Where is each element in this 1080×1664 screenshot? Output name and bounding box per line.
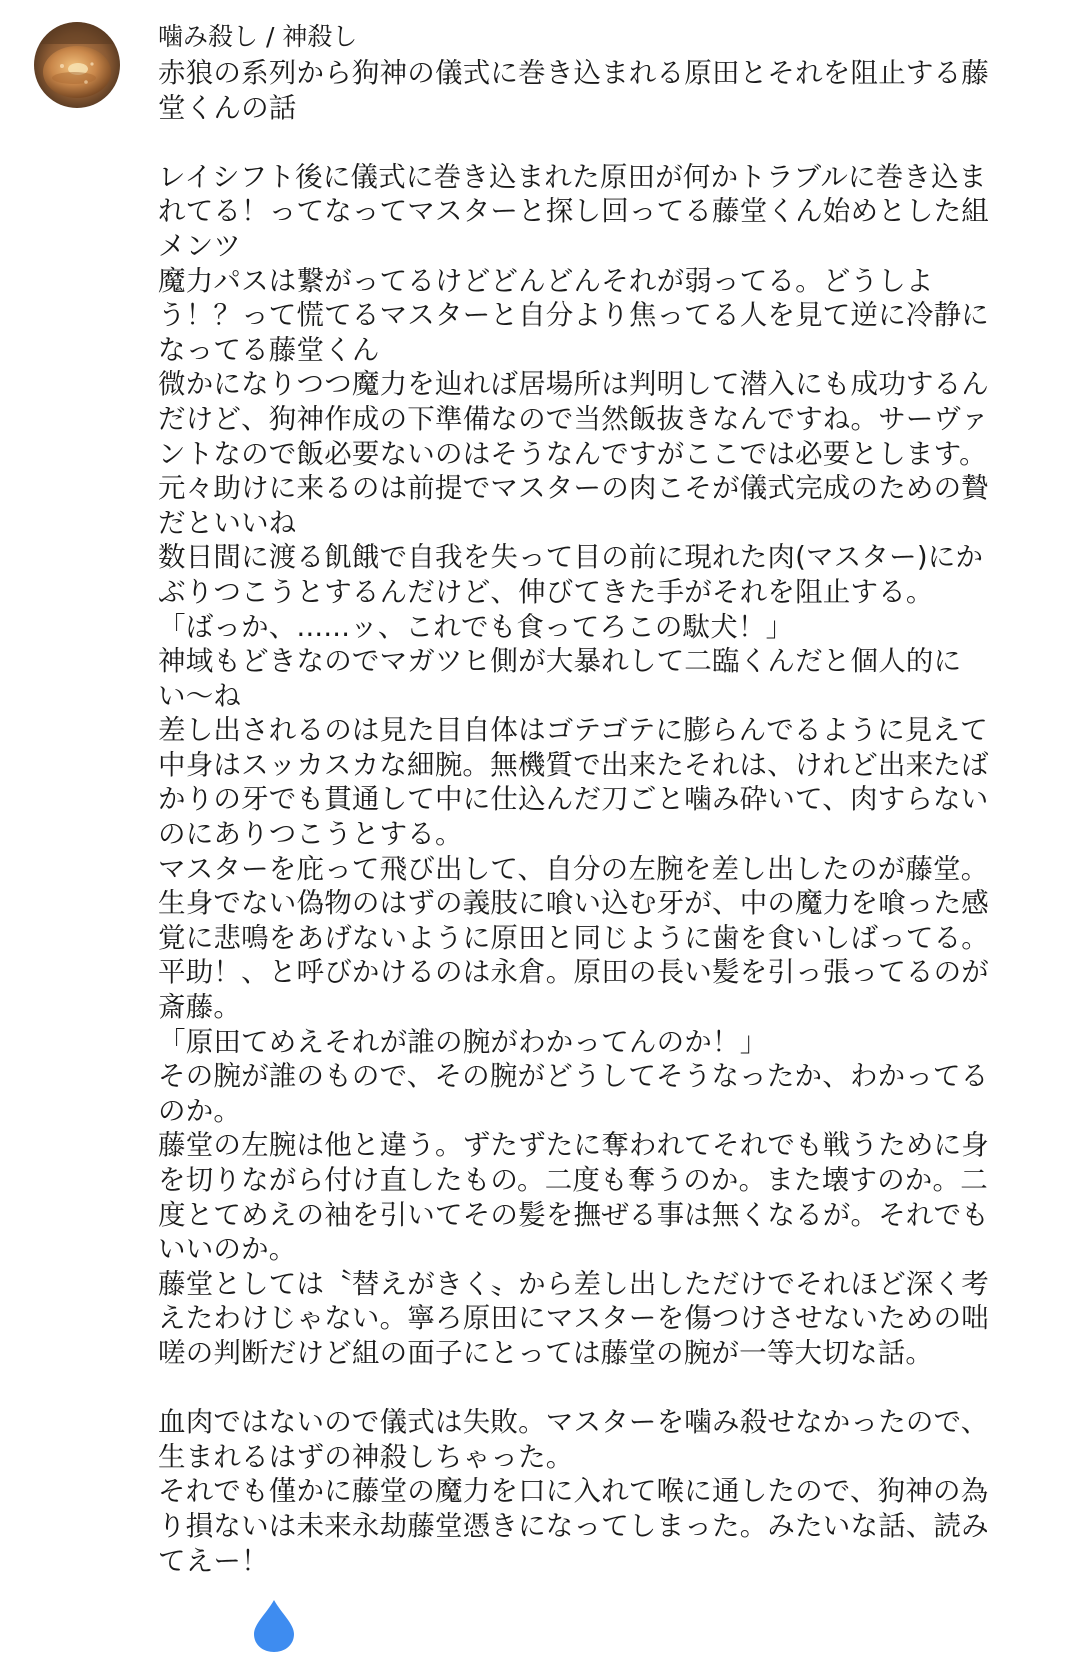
post-text-line: 覚に悲鳴をあげないように原田と同じように歯を食いしばってる。 [158,921,989,954]
post-text-line: 平助！、と呼びかけるのは永倉。原田の長い髪を引っ張ってるのが [158,956,989,989]
post-text-line: ぶりつこうとするんだけど、伸びてきた手がそれを阻止する。 [158,575,934,608]
post-text-line: 中身はスッカスカな細腕。無機質で出来たそれは、けれど出来たば [158,748,989,781]
post-text-line: その腕が誰のもので、その腕がどうしてそうなったか、わかってる [158,1060,989,1093]
post-text-line: 赤狼の系列から狗神の儀式に巻き込まれる原田とそれを阻止する藤 [158,57,989,89]
post-text-line [158,1371,1038,1406]
post-text-line: れてる！ってなってマスターと探し回ってる藤堂くん始めとした組 [158,195,989,228]
water-drop-icon [252,1598,296,1654]
post-text-line: 微かになりつつ魔力を辿れば居場所は判明して潜入にも成功するん [158,368,989,401]
post-text-line: 元々助けに来るのは前提でマスターの肉こそが儀式完成のための贄 [158,472,989,505]
post-text-line: 生身でない偽物のはずの義肢に喰い込む牙が、中の魔力を喰った感 [158,887,989,920]
post-text-line: 藤堂としては〝替えがきく〟から差し出しただけでそれほど深く考 [158,1267,989,1300]
post-title: 噛み殺し / 神殺し [158,22,358,51]
post-text-line: だといいね [158,506,297,539]
post-text-line: それでも僅かに藤堂の魔力を口に入れて喉に通したので、狗神の為 [158,1475,989,1508]
post-text-line: 「ばっか、......ッ、これでも食ってろこの駄犬！」 [158,610,794,643]
post-text-line: う！？って慌てるマスターと自分より焦ってる人を見て逆に冷静に [158,299,989,332]
post-text-line: かりの牙でも貫通して中に仕込んだ刀ごと噛み砕いて、肉すらない [158,783,989,816]
post-text-line: 堂くんの話 [158,91,297,124]
post-text-line: 嗟の判断だけど組の面子にとっては藤堂の腕が一等大切な話。 [158,1336,934,1369]
post-text-line: 藤堂の左腕は他と違う。ずたずたに奪われてそれでも戦うために身 [158,1129,989,1162]
post-text-line: を切りながら付け直したもの。二度も奪うのか。また壊すのか。二 [158,1164,988,1196]
post-content [158,20,1038,1578]
post-text-line: なってる藤堂くん [158,333,380,366]
post-text-line: レイシフト後に儀式に巻き込まれた原田が何かトラブルに巻き込ま [158,160,987,193]
post-text-line: 生まれるはずの神殺しちゃった。 [158,1440,574,1473]
post-text-line: のか。 [158,1094,242,1127]
post-text-line: メンツ [158,229,242,262]
post-text-line: 魔力パスは繋がってるけどどんどんそれが弱ってる。どうしよ [158,264,934,297]
post-text-line: マスターを庇って飛び出して、自分の左腕を差し出したのが藤堂。 [158,852,989,885]
post-text-line: 度とてめえの袖を引いてその髪を撫ぜる事は無くなるが。それでも [158,1198,989,1231]
post-text-line: 神域もどきなのでマガツヒ側が大暴れして二臨くんだと個人的に [158,645,962,678]
post-text-line: 血肉ではないので儀式は失敗。マスターを噛み殺せなかったので、 [158,1406,989,1439]
post-text-line: のにありつこうとする。 [158,818,463,851]
post-text-line: ントなので飯必要ないのはそうなんですがここでは必要とします。 [158,437,987,470]
avatar[interactable] [34,22,120,108]
post-text-line: えたわけじゃない。寧ろ原田にマスターを傷つけさせないための咄 [158,1302,989,1335]
post-body [158,56,1038,1578]
post-text-line: てえー！ [158,1544,269,1577]
post-text-line: い〜ね [158,679,242,712]
post-text-line: 斎藤。 [158,991,242,1024]
post-text-line [158,125,1038,160]
bagel-photo-icon [34,22,120,108]
post-text-line: り損ないは未来永劫藤堂憑きになってしまった。みたいな話、読み [158,1509,989,1542]
post-text-line: 差し出されるのは見た目自体はゴテゴテに膨らんでるように見えて [158,714,988,747]
post-text-line: いいのか。 [158,1233,297,1266]
post-text-line: だけど、狗神作成の下準備なので当然飯抜きなんですね。サーヴァ [158,402,989,435]
reaction-button[interactable] [252,1598,296,1654]
post-text-line: 数日間に渡る飢餓で自我を失って目の前に現れた肉(マスター)にか [158,541,984,574]
post-text-line: 「原田てめえそれが誰の腕がわかってんのか！」 [158,1025,768,1058]
